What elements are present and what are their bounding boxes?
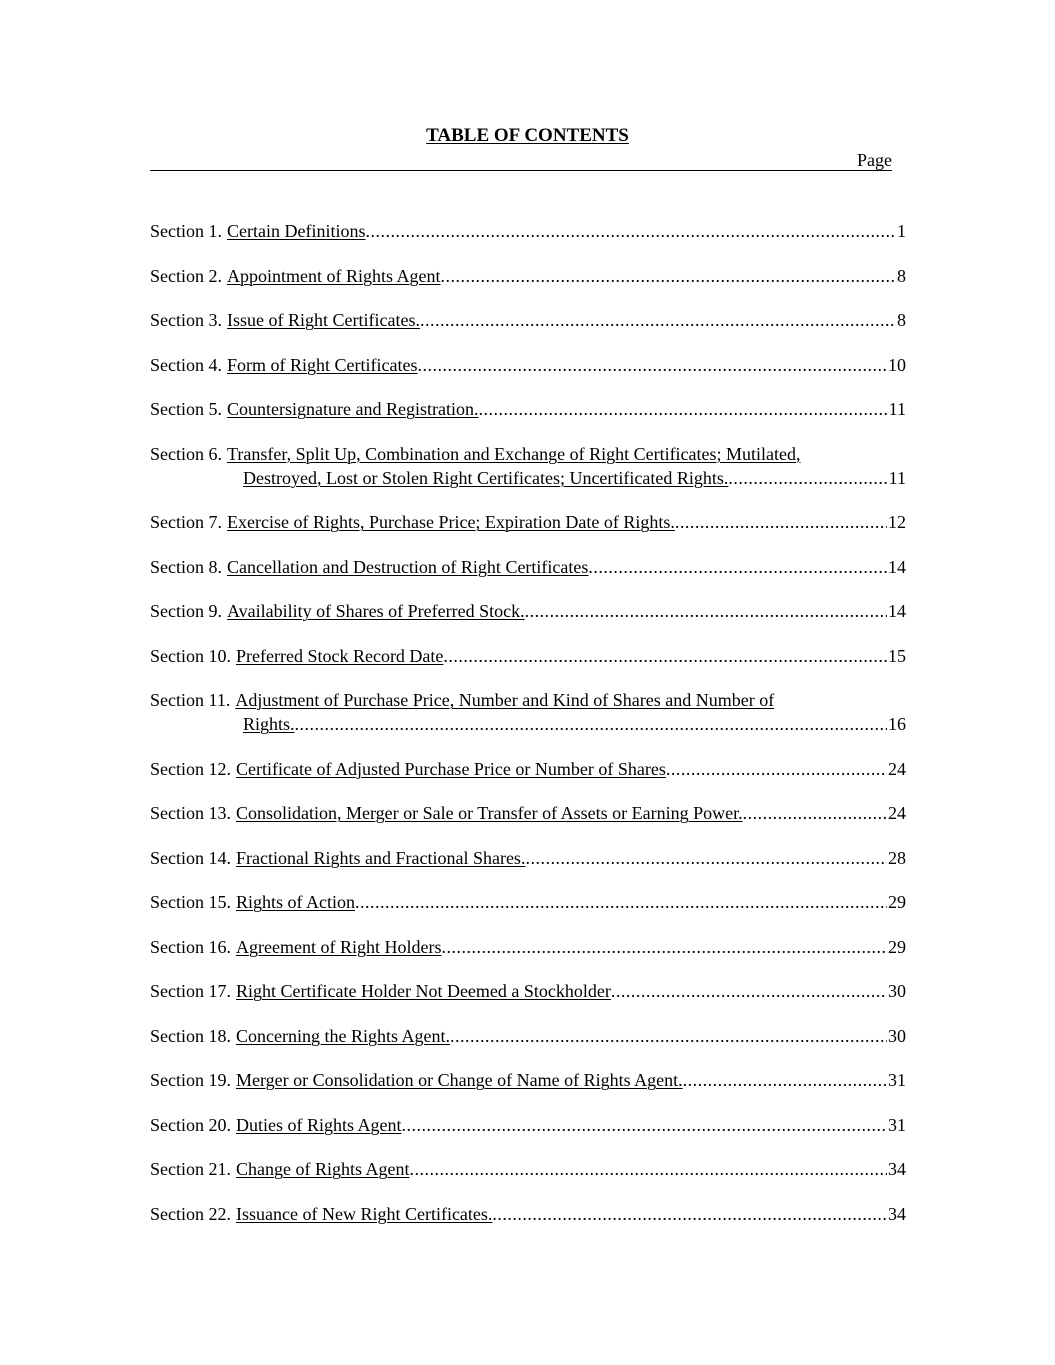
page-number: 12	[888, 512, 906, 532]
dot-leader	[675, 510, 887, 534]
page-number: 29	[888, 936, 906, 957]
toc-entry[interactable]	[150, 688, 906, 736]
section-label: Section 5.	[150, 399, 222, 419]
dot-leader	[525, 599, 887, 623]
section-title[interactable]: Issuance of New Right Certificates.	[236, 1203, 493, 1224]
section-title[interactable]: Rights.	[243, 714, 295, 734]
page-number: 14	[888, 601, 906, 621]
dot-leader	[355, 890, 887, 914]
toc-entry-line	[150, 801, 906, 825]
section-label: Section 9.	[150, 601, 222, 621]
section-title[interactable]: Preferred Stock Record Date	[236, 645, 444, 666]
section-title[interactable]: Cancellation and Destruction of Right Certificates	[227, 556, 589, 577]
toc-entry-line	[150, 1068, 906, 1092]
toc-entry-line	[150, 308, 906, 332]
section-label: Section 22.	[150, 1203, 231, 1224]
toc-entry[interactable]	[150, 555, 906, 579]
toc-entry-line	[150, 890, 906, 914]
toc-entry[interactable]	[150, 510, 906, 534]
section-title[interactable]: Concerning the Rights Agent.	[236, 1025, 450, 1046]
section-label: Section 14.	[150, 847, 231, 868]
toc-entry-line	[150, 757, 906, 781]
dot-leader	[743, 801, 887, 825]
toc-entry-line	[150, 510, 906, 534]
section-title[interactable]: Transfer, Split Up, Combination and Exchange of Right Certificates; Mutilated,	[227, 443, 801, 464]
toc-entry[interactable]	[150, 1024, 906, 1048]
dot-leader	[365, 219, 896, 243]
section-label: Section 2.	[150, 265, 222, 286]
section-title[interactable]: Appointment of Rights Agent	[227, 265, 441, 286]
toc-entry[interactable]	[150, 757, 906, 781]
toc-entry[interactable]	[150, 1202, 906, 1226]
toc-entry-line	[150, 264, 906, 288]
toc-entry-line	[150, 979, 906, 1003]
toc-entry-line	[150, 935, 906, 959]
dot-leader	[295, 712, 887, 736]
toc-entry[interactable]	[150, 846, 906, 870]
section-label: Section 20.	[150, 1114, 231, 1135]
section-label: Section 4.	[150, 354, 222, 375]
page-column-label: Page	[857, 150, 892, 170]
dot-leader	[450, 1024, 887, 1048]
toc-entry[interactable]	[150, 353, 906, 377]
page-number: 14	[888, 556, 906, 577]
section-title[interactable]: Form of Right Certificates	[227, 354, 418, 375]
page-number: 11	[888, 467, 906, 488]
dot-leader	[420, 308, 896, 332]
dot-leader	[443, 644, 887, 668]
section-label: Section 21.	[150, 1159, 231, 1179]
page-number: 34	[888, 1203, 906, 1224]
toc-entry[interactable]	[150, 890, 906, 914]
section-title[interactable]: Merger or Consolidation or Change of Name of Rights Agent.	[236, 1070, 683, 1090]
toc-entry-line	[150, 1202, 906, 1226]
section-title[interactable]: Exercise of Rights, Purchase Price; Expiration Date of Rights.	[227, 512, 675, 532]
toc-entry[interactable]	[150, 979, 906, 1003]
section-label: Section 19.	[150, 1070, 231, 1090]
page-column-header	[150, 150, 892, 171]
toc-entry[interactable]	[150, 442, 906, 490]
section-label: Section 13.	[150, 803, 231, 823]
section-title[interactable]: Fractional Rights and Fractional Shares.	[236, 847, 526, 868]
dot-leader	[492, 1202, 887, 1226]
section-label: Section 1.	[150, 221, 222, 241]
dot-leader	[441, 935, 887, 959]
section-title[interactable]: Certain Definitions	[227, 221, 366, 241]
dot-leader	[402, 1113, 888, 1137]
section-title[interactable]: Right Certificate Holder Not Deemed a Stockholder	[236, 981, 611, 1001]
dot-leader	[728, 466, 887, 490]
section-title[interactable]: Agreement of Right Holders	[236, 936, 442, 957]
toc-entry[interactable]	[150, 801, 906, 825]
section-title[interactable]: Issue of Right Certificates.	[227, 310, 420, 330]
section-title[interactable]: Duties of Rights Agent	[236, 1114, 402, 1135]
toc-entry[interactable]	[150, 308, 906, 332]
section-label: Section 7.	[150, 512, 222, 532]
section-label: Section 10.	[150, 645, 231, 666]
section-title[interactable]: Availability of Shares of Preferred Stock.	[227, 601, 525, 621]
page-number: 30	[888, 981, 906, 1001]
toc-entry-line	[150, 846, 906, 870]
dot-leader	[683, 1068, 887, 1092]
toc-heading-text: TABLE OF CONTENTS	[426, 125, 629, 146]
section-title[interactable]: Certificate of Adjusted Purchase Price or Number of Shares	[236, 758, 666, 779]
dot-leader	[588, 555, 887, 579]
section-label: Section 18.	[150, 1025, 231, 1046]
toc-entry-line	[150, 688, 906, 712]
section-label: Section 6.	[150, 443, 222, 464]
toc-entry-line	[150, 644, 906, 668]
page-number: 8	[897, 310, 906, 330]
toc-entry-line	[150, 712, 906, 736]
toc-entry-line	[150, 1113, 906, 1137]
toc-entry[interactable]	[150, 1068, 906, 1092]
page-number: 31	[888, 1114, 906, 1135]
section-label: Section 17.	[150, 981, 231, 1001]
dot-leader	[417, 353, 887, 377]
dot-leader	[410, 1157, 888, 1181]
toc-entry[interactable]	[150, 264, 906, 288]
toc-entry[interactable]	[150, 935, 906, 959]
toc-entry-line	[150, 555, 906, 579]
toc-entries	[150, 219, 906, 1246]
toc-entry-line	[150, 442, 906, 466]
page-number: 29	[888, 892, 906, 912]
page-number: 24	[888, 803, 906, 823]
toc-entry-line	[150, 353, 906, 377]
dot-leader	[611, 979, 887, 1003]
page-number: 16	[888, 714, 906, 734]
toc-entry[interactable]	[150, 599, 906, 623]
section-label: Section 15.	[150, 892, 231, 912]
section-label: Section 16.	[150, 936, 231, 957]
toc-entry[interactable]	[150, 1157, 906, 1181]
page-number: 28	[888, 847, 906, 868]
page-number: 30	[888, 1025, 906, 1046]
page-number: 15	[888, 645, 906, 666]
page-number: 1	[897, 221, 906, 241]
toc-entry-line	[150, 1024, 906, 1048]
section-title[interactable]: Adjustment of Purchase Price, Number and Kind of Shares and Number of	[235, 690, 775, 710]
toc-entry-line	[150, 397, 906, 421]
dot-leader	[525, 846, 887, 870]
toc-entry[interactable]	[150, 644, 906, 668]
toc-entry-line	[150, 466, 906, 490]
page-number: 24	[888, 758, 906, 779]
toc-heading	[0, 124, 1055, 148]
page-number: 34	[888, 1159, 906, 1179]
dot-leader	[441, 264, 897, 288]
dot-leader	[478, 397, 887, 421]
page-number: 10	[888, 354, 906, 375]
section-title[interactable]: Consolidation, Merger or Sale or Transfer of Assets or Earning Power.	[236, 803, 743, 823]
page-number: 11	[888, 399, 906, 419]
toc-entry-line	[150, 599, 906, 623]
toc-entry[interactable]	[150, 219, 906, 243]
section-title[interactable]: Countersignature and Registration.	[227, 399, 479, 419]
page-number: 31	[888, 1070, 906, 1090]
toc-entry-line	[150, 219, 906, 243]
section-title[interactable]: Destroyed, Lost or Stolen Right Certificates; Uncertificated Rights.	[243, 467, 729, 488]
dot-leader	[666, 757, 887, 781]
section-title[interactable]: Rights of Action	[236, 892, 356, 912]
section-title[interactable]: Change of Rights Agent	[236, 1159, 410, 1179]
section-label: Section 11.	[150, 690, 231, 710]
toc-entry[interactable]	[150, 1113, 906, 1137]
page-number: 8	[897, 265, 906, 286]
section-label: Section 3.	[150, 310, 222, 330]
toc-entry[interactable]	[150, 397, 906, 421]
toc-entry-line	[150, 1157, 906, 1181]
section-label: Section 8.	[150, 556, 222, 577]
section-label: Section 12.	[150, 758, 231, 779]
